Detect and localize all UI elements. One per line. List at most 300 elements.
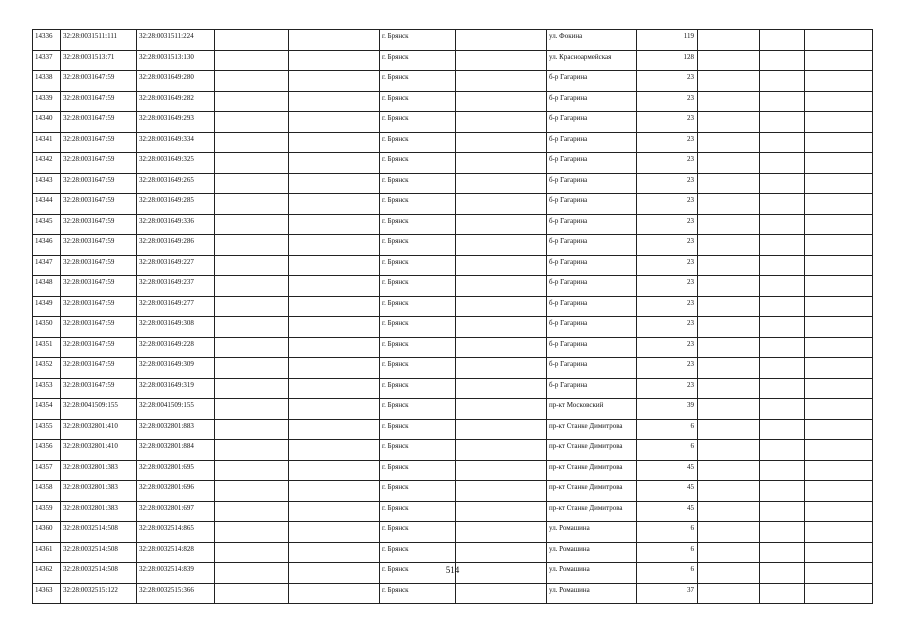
cell-parcel-cadastral-number: 32:28:0032801:383 bbox=[61, 460, 137, 481]
cell-city: г. Брянск bbox=[380, 440, 456, 461]
table-row bbox=[33, 276, 873, 297]
cell-parcel-cadastral-number: 32:28:0032514:508 bbox=[61, 563, 137, 584]
cell-house-number: 45 bbox=[637, 481, 698, 502]
cell-empty bbox=[698, 194, 760, 215]
cell-empty bbox=[760, 50, 805, 71]
cell-empty bbox=[805, 255, 873, 276]
cell-empty bbox=[289, 358, 380, 379]
cell-empty bbox=[760, 460, 805, 481]
cell-number: 14343 bbox=[33, 173, 61, 194]
cell-number: 14342 bbox=[33, 153, 61, 174]
cell-empty bbox=[456, 235, 547, 256]
cell-empty bbox=[698, 112, 760, 133]
cell-empty bbox=[456, 583, 547, 604]
table-row bbox=[33, 481, 873, 502]
cell-empty bbox=[760, 132, 805, 153]
cell-empty bbox=[456, 173, 547, 194]
cell-empty bbox=[698, 173, 760, 194]
cell-parcel-cadastral-number: 32:28:0031647:59 bbox=[61, 358, 137, 379]
cell-house-number: 23 bbox=[637, 255, 698, 276]
table-row bbox=[33, 112, 873, 133]
cell-empty bbox=[698, 276, 760, 297]
cell-empty bbox=[456, 71, 547, 92]
cell-object-cadastral-number: 32:28:0032515:366 bbox=[137, 583, 215, 604]
cell-empty bbox=[760, 91, 805, 112]
cell-parcel-cadastral-number: 32:28:0031647:59 bbox=[61, 71, 137, 92]
cell-object-cadastral-number: 32:28:0031513:130 bbox=[137, 50, 215, 71]
cell-city: г. Брянск bbox=[380, 563, 456, 584]
cell-empty bbox=[456, 91, 547, 112]
cell-empty bbox=[805, 296, 873, 317]
cell-empty bbox=[456, 399, 547, 420]
cell-house-number: 23 bbox=[637, 112, 698, 133]
cell-city: г. Брянск bbox=[380, 71, 456, 92]
cell-empty bbox=[456, 440, 547, 461]
registry-table bbox=[32, 29, 873, 604]
cell-empty bbox=[760, 542, 805, 563]
cell-empty bbox=[698, 71, 760, 92]
cell-empty bbox=[805, 214, 873, 235]
cell-empty bbox=[805, 501, 873, 522]
cell-empty bbox=[289, 419, 380, 440]
table-row bbox=[33, 71, 873, 92]
cell-object-cadastral-number: 32:28:0031649:308 bbox=[137, 317, 215, 338]
cell-empty bbox=[215, 583, 289, 604]
cell-empty bbox=[289, 481, 380, 502]
cell-empty bbox=[698, 542, 760, 563]
cell-empty bbox=[698, 460, 760, 481]
cell-empty bbox=[215, 71, 289, 92]
cell-empty bbox=[289, 501, 380, 522]
cell-object-cadastral-number: 32:28:0041509:155 bbox=[137, 399, 215, 420]
cell-street: б-р Гагарина bbox=[547, 214, 637, 235]
cell-empty bbox=[289, 132, 380, 153]
cell-empty bbox=[456, 317, 547, 338]
cell-street: пр-кт Станке Димитрова bbox=[547, 440, 637, 461]
cell-empty bbox=[698, 214, 760, 235]
table-row bbox=[33, 337, 873, 358]
cell-parcel-cadastral-number: 32:28:0031647:59 bbox=[61, 296, 137, 317]
cell-empty bbox=[805, 91, 873, 112]
cell-street: б-р Гагарина bbox=[547, 153, 637, 174]
cell-city: г. Брянск bbox=[380, 358, 456, 379]
cell-empty bbox=[698, 358, 760, 379]
cell-empty bbox=[760, 419, 805, 440]
cell-empty bbox=[289, 378, 380, 399]
cell-city: г. Брянск bbox=[380, 460, 456, 481]
cell-number: 14337 bbox=[33, 50, 61, 71]
cell-empty bbox=[805, 583, 873, 604]
cell-empty bbox=[760, 71, 805, 92]
cell-empty bbox=[456, 214, 547, 235]
cell-parcel-cadastral-number: 32:28:0031647:59 bbox=[61, 337, 137, 358]
cell-empty bbox=[215, 542, 289, 563]
cell-empty bbox=[698, 583, 760, 604]
cell-empty bbox=[456, 358, 547, 379]
cell-street: ул. Ромашина bbox=[547, 542, 637, 563]
cell-empty bbox=[289, 112, 380, 133]
cell-parcel-cadastral-number: 32:28:0031647:59 bbox=[61, 317, 137, 338]
cell-empty bbox=[760, 194, 805, 215]
cell-empty bbox=[805, 173, 873, 194]
cell-empty bbox=[215, 30, 289, 51]
cell-empty bbox=[698, 91, 760, 112]
cell-parcel-cadastral-number: 32:28:0032514:508 bbox=[61, 542, 137, 563]
cell-number: 14352 bbox=[33, 358, 61, 379]
cell-empty bbox=[805, 358, 873, 379]
cell-object-cadastral-number: 32:28:0031649:265 bbox=[137, 173, 215, 194]
cell-parcel-cadastral-number: 32:28:0031511:111 bbox=[61, 30, 137, 51]
cell-house-number: 23 bbox=[637, 71, 698, 92]
cell-empty bbox=[805, 337, 873, 358]
cell-street: пр-кт Станке Димитрова bbox=[547, 460, 637, 481]
cell-empty bbox=[215, 378, 289, 399]
cell-empty bbox=[760, 173, 805, 194]
cell-number: 14355 bbox=[33, 419, 61, 440]
cell-empty bbox=[289, 317, 380, 338]
cell-number: 14336 bbox=[33, 30, 61, 51]
cell-parcel-cadastral-number: 32:28:0031647:59 bbox=[61, 132, 137, 153]
cell-empty bbox=[698, 522, 760, 543]
cell-parcel-cadastral-number: 32:28:0032801:410 bbox=[61, 440, 137, 461]
cell-street: пр-кт Станке Димитрова bbox=[547, 481, 637, 502]
cell-house-number: 6 bbox=[637, 419, 698, 440]
cell-empty bbox=[456, 522, 547, 543]
cell-empty bbox=[215, 276, 289, 297]
cell-empty bbox=[215, 50, 289, 71]
cell-empty bbox=[760, 399, 805, 420]
cell-number: 14362 bbox=[33, 563, 61, 584]
cell-number: 14349 bbox=[33, 296, 61, 317]
cell-object-cadastral-number: 32:28:0031649:227 bbox=[137, 255, 215, 276]
cell-city: г. Брянск bbox=[380, 501, 456, 522]
cell-house-number: 6 bbox=[637, 563, 698, 584]
cell-house-number: 23 bbox=[637, 194, 698, 215]
cell-empty bbox=[456, 50, 547, 71]
cell-empty bbox=[215, 132, 289, 153]
cell-empty bbox=[760, 378, 805, 399]
cell-parcel-cadastral-number: 32:28:0031647:59 bbox=[61, 214, 137, 235]
cell-street: б-р Гагарина bbox=[547, 255, 637, 276]
cell-empty bbox=[289, 296, 380, 317]
cell-number: 14363 bbox=[33, 583, 61, 604]
cell-street: б-р Гагарина bbox=[547, 378, 637, 399]
cell-empty bbox=[760, 501, 805, 522]
cell-empty bbox=[456, 481, 547, 502]
cell-empty bbox=[760, 583, 805, 604]
cell-parcel-cadastral-number: 32:28:0031647:59 bbox=[61, 235, 137, 256]
cell-empty bbox=[289, 214, 380, 235]
cell-city: г. Брянск bbox=[380, 173, 456, 194]
cell-empty bbox=[760, 235, 805, 256]
cell-empty bbox=[215, 296, 289, 317]
cell-object-cadastral-number: 32:28:0032801:695 bbox=[137, 460, 215, 481]
cell-object-cadastral-number: 32:28:0032801:696 bbox=[137, 481, 215, 502]
cell-empty bbox=[805, 481, 873, 502]
cell-city: г. Брянск bbox=[380, 132, 456, 153]
cell-parcel-cadastral-number: 32:28:0031647:59 bbox=[61, 255, 137, 276]
cell-empty bbox=[760, 112, 805, 133]
cell-empty bbox=[215, 194, 289, 215]
cell-empty bbox=[215, 255, 289, 276]
cell-empty bbox=[805, 460, 873, 481]
cell-empty bbox=[456, 460, 547, 481]
cell-empty bbox=[760, 440, 805, 461]
cell-street: б-р Гагарина bbox=[547, 173, 637, 194]
cell-empty bbox=[760, 153, 805, 174]
cell-house-number: 6 bbox=[637, 522, 698, 543]
cell-street: б-р Гагарина bbox=[547, 296, 637, 317]
table-row bbox=[33, 358, 873, 379]
cell-object-cadastral-number: 32:28:0031649:228 bbox=[137, 337, 215, 358]
cell-street: ул. Красноармейская bbox=[547, 50, 637, 71]
cell-empty bbox=[289, 235, 380, 256]
page-number: 514 bbox=[445, 565, 460, 575]
cell-city: г. Брянск bbox=[380, 276, 456, 297]
cell-empty bbox=[805, 522, 873, 543]
cell-city: г. Брянск bbox=[380, 91, 456, 112]
cell-empty bbox=[805, 112, 873, 133]
table-row bbox=[33, 153, 873, 174]
cell-empty bbox=[456, 132, 547, 153]
cell-empty bbox=[760, 317, 805, 338]
cell-empty bbox=[805, 276, 873, 297]
cell-empty bbox=[760, 214, 805, 235]
cell-empty bbox=[289, 522, 380, 543]
cell-empty bbox=[215, 112, 289, 133]
cell-house-number: 23 bbox=[637, 317, 698, 338]
cell-house-number: 23 bbox=[637, 153, 698, 174]
cell-parcel-cadastral-number: 32:28:0031647:59 bbox=[61, 194, 137, 215]
cell-empty bbox=[289, 337, 380, 358]
cell-empty bbox=[289, 399, 380, 420]
cell-city: г. Брянск bbox=[380, 337, 456, 358]
table-row bbox=[33, 50, 873, 71]
table-row bbox=[33, 255, 873, 276]
cell-empty bbox=[698, 419, 760, 440]
cell-city: г. Брянск bbox=[380, 235, 456, 256]
cell-empty bbox=[760, 337, 805, 358]
table-row bbox=[33, 132, 873, 153]
cell-empty bbox=[698, 255, 760, 276]
cell-empty bbox=[289, 255, 380, 276]
cell-empty bbox=[805, 153, 873, 174]
cell-empty bbox=[289, 194, 380, 215]
cell-number: 14347 bbox=[33, 255, 61, 276]
table-row bbox=[33, 501, 873, 522]
cell-house-number: 119 bbox=[637, 30, 698, 51]
cell-empty bbox=[456, 194, 547, 215]
cell-house-number: 45 bbox=[637, 460, 698, 481]
cell-empty bbox=[805, 50, 873, 71]
cell-number: 14354 bbox=[33, 399, 61, 420]
cell-object-cadastral-number: 32:28:0031649:280 bbox=[137, 71, 215, 92]
table-row bbox=[33, 173, 873, 194]
table-body bbox=[33, 30, 873, 604]
cell-object-cadastral-number: 32:28:0031649:336 bbox=[137, 214, 215, 235]
cell-city: г. Брянск bbox=[380, 583, 456, 604]
cell-empty bbox=[698, 440, 760, 461]
cell-object-cadastral-number: 32:28:0031649:285 bbox=[137, 194, 215, 215]
cell-house-number: 6 bbox=[637, 542, 698, 563]
cell-empty bbox=[289, 50, 380, 71]
cell-house-number: 23 bbox=[637, 276, 698, 297]
cell-empty bbox=[805, 419, 873, 440]
cell-empty bbox=[698, 337, 760, 358]
cell-empty bbox=[760, 30, 805, 51]
cell-number: 14345 bbox=[33, 214, 61, 235]
table-row bbox=[33, 194, 873, 215]
cell-object-cadastral-number: 32:28:0031649:237 bbox=[137, 276, 215, 297]
cell-empty bbox=[289, 460, 380, 481]
cell-city: г. Брянск bbox=[380, 153, 456, 174]
cell-city: г. Брянск bbox=[380, 255, 456, 276]
cell-empty bbox=[456, 255, 547, 276]
cell-house-number: 23 bbox=[637, 214, 698, 235]
cell-object-cadastral-number: 32:28:0032801:697 bbox=[137, 501, 215, 522]
cell-object-cadastral-number: 32:28:0031649:286 bbox=[137, 235, 215, 256]
cell-empty bbox=[805, 194, 873, 215]
cell-empty bbox=[456, 296, 547, 317]
cell-empty bbox=[698, 296, 760, 317]
cell-house-number: 128 bbox=[637, 50, 698, 71]
cell-empty bbox=[456, 378, 547, 399]
cell-object-cadastral-number: 32:28:0031649:325 bbox=[137, 153, 215, 174]
table-row bbox=[33, 317, 873, 338]
cell-street: б-р Гагарина bbox=[547, 235, 637, 256]
cell-number: 14339 bbox=[33, 91, 61, 112]
cell-empty bbox=[698, 235, 760, 256]
table-row bbox=[33, 522, 873, 543]
cell-empty bbox=[215, 337, 289, 358]
cell-empty bbox=[805, 440, 873, 461]
cell-empty bbox=[805, 132, 873, 153]
cell-city: г. Брянск bbox=[380, 399, 456, 420]
cell-city: г. Брянск bbox=[380, 30, 456, 51]
cell-empty bbox=[289, 153, 380, 174]
cell-house-number: 45 bbox=[637, 501, 698, 522]
cell-empty bbox=[760, 358, 805, 379]
cell-empty bbox=[805, 378, 873, 399]
cell-empty bbox=[760, 276, 805, 297]
cell-parcel-cadastral-number: 32:28:0031647:59 bbox=[61, 112, 137, 133]
cell-empty bbox=[805, 235, 873, 256]
cell-empty bbox=[289, 173, 380, 194]
cell-empty bbox=[289, 71, 380, 92]
cell-empty bbox=[215, 317, 289, 338]
cell-house-number: 23 bbox=[637, 358, 698, 379]
cell-object-cadastral-number: 32:28:0031649:319 bbox=[137, 378, 215, 399]
cell-empty bbox=[698, 481, 760, 502]
cell-street: б-р Гагарина bbox=[547, 358, 637, 379]
table-row bbox=[33, 30, 873, 51]
cell-street: б-р Гагарина bbox=[547, 112, 637, 133]
cell-street: пр-кт Московский bbox=[547, 399, 637, 420]
cell-empty bbox=[215, 153, 289, 174]
cell-empty bbox=[698, 399, 760, 420]
cell-house-number: 23 bbox=[637, 378, 698, 399]
table-row bbox=[33, 583, 873, 604]
cell-parcel-cadastral-number: 32:28:0041509:155 bbox=[61, 399, 137, 420]
cell-object-cadastral-number: 32:28:0031649:293 bbox=[137, 112, 215, 133]
cell-empty bbox=[456, 337, 547, 358]
cell-house-number: 6 bbox=[637, 440, 698, 461]
cell-number: 14356 bbox=[33, 440, 61, 461]
cell-number: 14340 bbox=[33, 112, 61, 133]
cell-house-number: 23 bbox=[637, 91, 698, 112]
cell-empty bbox=[760, 522, 805, 543]
cell-object-cadastral-number: 32:28:0031511:224 bbox=[137, 30, 215, 51]
cell-parcel-cadastral-number: 32:28:0032514:508 bbox=[61, 522, 137, 543]
cell-number: 14360 bbox=[33, 522, 61, 543]
cell-street: пр-кт Станке Димитрова bbox=[547, 501, 637, 522]
table-row bbox=[33, 378, 873, 399]
cell-parcel-cadastral-number: 32:28:0031647:59 bbox=[61, 276, 137, 297]
cell-number: 14351 bbox=[33, 337, 61, 358]
cell-empty bbox=[805, 30, 873, 51]
cell-empty bbox=[760, 296, 805, 317]
cell-empty bbox=[456, 419, 547, 440]
table-row bbox=[33, 91, 873, 112]
cell-empty bbox=[760, 255, 805, 276]
cell-empty bbox=[805, 399, 873, 420]
cell-empty bbox=[215, 419, 289, 440]
cell-empty bbox=[698, 378, 760, 399]
cell-number: 14359 bbox=[33, 501, 61, 522]
cell-parcel-cadastral-number: 32:28:0032801:383 bbox=[61, 501, 137, 522]
cell-house-number: 23 bbox=[637, 235, 698, 256]
table-row bbox=[33, 542, 873, 563]
cell-parcel-cadastral-number: 32:28:0032801:383 bbox=[61, 481, 137, 502]
cell-street: ул. Фокина bbox=[547, 30, 637, 51]
cell-street: б-р Гагарина bbox=[547, 71, 637, 92]
cell-city: г. Брянск bbox=[380, 50, 456, 71]
cell-empty bbox=[289, 583, 380, 604]
cell-empty bbox=[760, 481, 805, 502]
cell-parcel-cadastral-number: 32:28:0031647:59 bbox=[61, 153, 137, 174]
cell-empty bbox=[698, 501, 760, 522]
cell-house-number: 23 bbox=[637, 337, 698, 358]
cell-house-number: 23 bbox=[637, 173, 698, 194]
cell-house-number: 39 bbox=[637, 399, 698, 420]
cell-number: 14341 bbox=[33, 132, 61, 153]
cell-city: г. Брянск bbox=[380, 542, 456, 563]
cell-empty bbox=[289, 440, 380, 461]
cell-empty bbox=[456, 30, 547, 51]
table-row bbox=[33, 296, 873, 317]
cell-empty bbox=[698, 132, 760, 153]
cell-street: б-р Гагарина bbox=[547, 337, 637, 358]
cell-object-cadastral-number: 32:28:0032801:884 bbox=[137, 440, 215, 461]
table-row bbox=[33, 419, 873, 440]
cell-parcel-cadastral-number: 32:28:0032515:122 bbox=[61, 583, 137, 604]
cell-city: г. Брянск bbox=[380, 317, 456, 338]
cell-empty bbox=[456, 276, 547, 297]
cell-empty bbox=[456, 153, 547, 174]
cell-street: б-р Гагарина bbox=[547, 132, 637, 153]
cell-parcel-cadastral-number: 32:28:0031513:71 bbox=[61, 50, 137, 71]
cell-empty bbox=[215, 358, 289, 379]
cell-empty bbox=[215, 91, 289, 112]
cell-empty bbox=[698, 153, 760, 174]
cell-empty bbox=[805, 71, 873, 92]
cell-number: 14346 bbox=[33, 235, 61, 256]
cell-street: пр-кт Станке Димитрова bbox=[547, 419, 637, 440]
cell-object-cadastral-number: 32:28:0031649:309 bbox=[137, 358, 215, 379]
cell-parcel-cadastral-number: 32:28:0032801:410 bbox=[61, 419, 137, 440]
cell-city: г. Брянск bbox=[380, 214, 456, 235]
cell-object-cadastral-number: 32:28:0032514:865 bbox=[137, 522, 215, 543]
